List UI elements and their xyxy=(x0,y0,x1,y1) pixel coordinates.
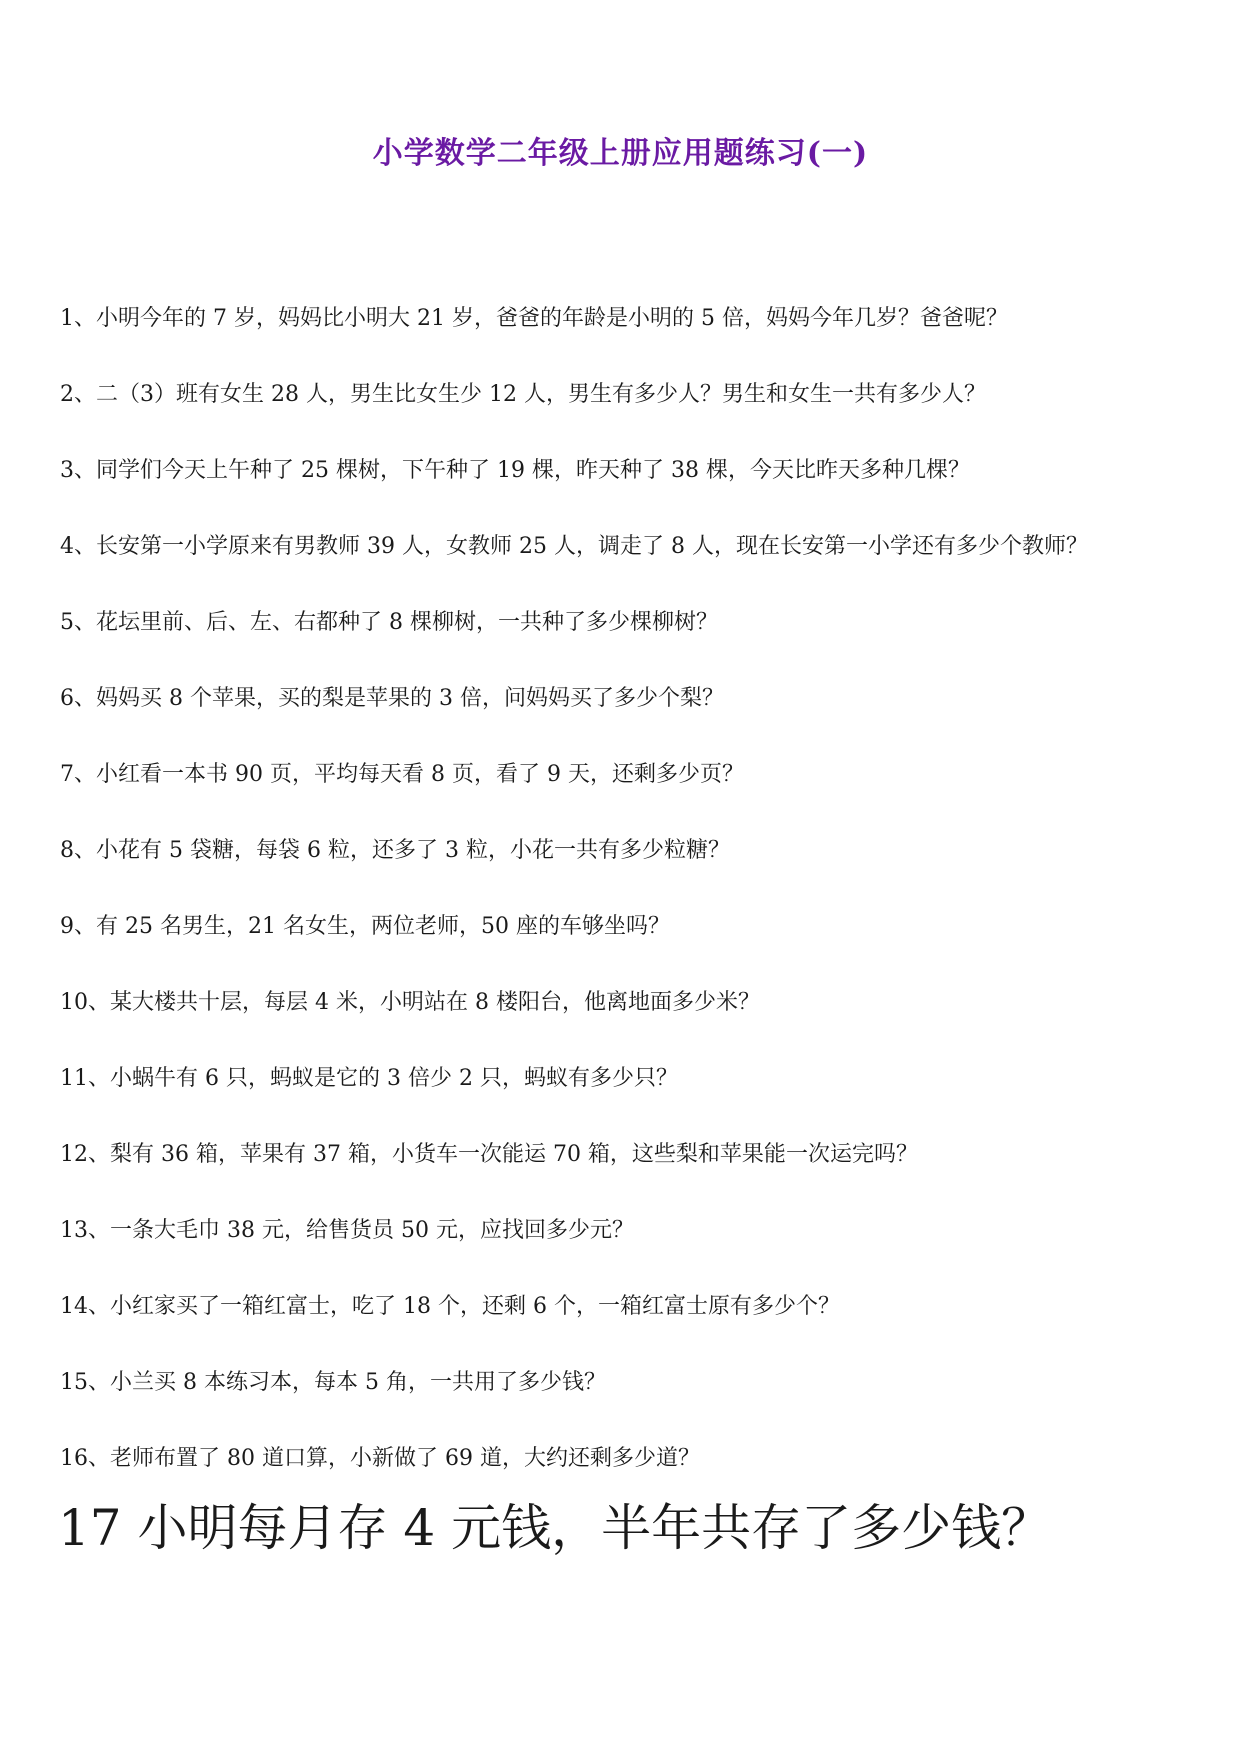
question-9: 9、有 25 名男生，21 名女生，两位老师，50 座的车够坐吗？ xyxy=(60,914,670,939)
question-13: 13、一条大毛巾 38 元，给售货员 50 元，应找回多少元？ xyxy=(60,1218,634,1243)
question-12: 12、梨有 36 箱，苹果有 37 箱，小货车一次能运 70 箱，这些梨和苹果能一次运完吗？ xyxy=(60,1142,918,1167)
question-8: 8、小花有 5 袋糖，每袋 6 粒，还多了 3 粒，小花一共有多少粒糖？ xyxy=(60,838,730,863)
question-15: 15、小兰买 8 本练习本，每本 5 角，一共用了多少钱？ xyxy=(60,1370,606,1395)
question-17: 17 小明每月存 4 元钱，半年共存了多少钱？ xyxy=(58,1499,1052,1557)
question-14: 14、小红家买了一箱红富士，吃了 18 个，还剩 6 个，一箱红富士原有多少个？ xyxy=(60,1294,840,1319)
question-3: 3、同学们今天上午种了 25 棵树，下午种了 19 棵，昨天种了 38 棵，今天比昨天多种几棵？ xyxy=(60,458,970,483)
question-7: 7、小红看一本书 90 页，平均每天看 8 页，看了 9 天，还剩多少页？ xyxy=(60,762,744,787)
question-4: 4、长安第一小学原来有男教师 39 人，女教师 25 人，调走了 8 人，现在长安第一小学还有多少个教师？ xyxy=(60,534,1088,559)
question-16: 16、老师布置了 80 道口算，小新做了 69 道，大约还剩多少道？ xyxy=(60,1446,700,1471)
question-10: 10、某大楼共十层，每层 4 米，小明站在 8 楼阳台，他离地面多少米？ xyxy=(60,990,760,1015)
question-list xyxy=(60,304,1220,1520)
question-6: 6、妈妈买 8 个苹果，买的梨是苹果的 3 倍，问妈妈买了多少个梨？ xyxy=(60,686,724,711)
question-1: 1、小明今年的 7 岁，妈妈比小明大 21 岁，爸爸的年龄是小明的 5 倍，妈妈今年几岁？爸爸呢？ xyxy=(60,306,1008,331)
page-title: 小学数学二年级上册应用题练习(一) xyxy=(372,136,869,171)
question-2: 2、二（3）班有女生 28 人，男生比女生少 12 人，男生有多少人？男生和女生一共有多少人？ xyxy=(60,382,986,407)
question-5: 5、花坛里前、后、左、右都种了 8 棵柳树，一共种了多少棵柳树？ xyxy=(60,610,718,635)
question-11: 11、小蜗牛有 6 只，蚂蚁是它的 3 倍少 2 只，蚂蚁有多少只？ xyxy=(60,1066,678,1091)
